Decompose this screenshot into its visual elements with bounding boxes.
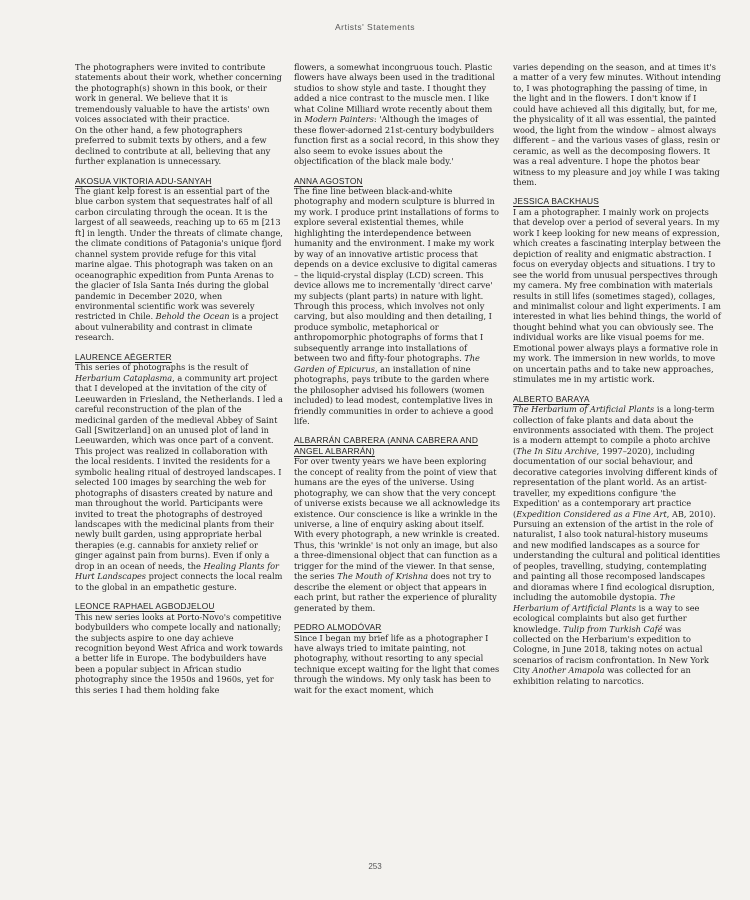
artist-statement: The fine line between black-and-white photography and modern sculpture is blurred in my work. I produce print installations of forms to explore several existential themes, while highlighting the interdependence between humanity and the environment. I make my work by way of an innovative artistic process that depends on a device exclusive to digital cameras – the liquid-crystal display (LCD) screen. This device allows me to incrementally 'direct carve' my subjects (plant parts) in nature with light. Through this process, which involves not only carving, but also moulding and then detailing, I produce symbolic, metaphorical or anthropomorphic photographs of forms that I subsequently arrange into installations of between two and fifty-four photographs. The Garden of Epicurus, an installation of nine photographs, pays tribute to the garden where the philosopher advised his followers (women included) to lead modest, contemplative lives in friendly communities in order to achieve a good life. (294, 185, 499, 426)
artist-name: LAURENCE AËGERTER (75, 351, 172, 362)
intro (75, 62, 283, 167)
artist-entry (513, 196, 721, 384)
artist-entry (294, 176, 502, 427)
column-3 (513, 62, 721, 686)
artist-entry (513, 394, 721, 687)
section-title: Artists' Statements (334, 22, 416, 32)
artist-statement: Since I began my brief life as a photographer I have always tried to imitate painting, not photography, without resorting to any special technique except waiting for the light that comes through the windows. My only task has been to wait for the exact moment, which (294, 632, 500, 695)
artist-name: PEDRO ALMODÓVAR (294, 622, 382, 633)
artist-statement: For over twenty years we have been exploring the concept of reality from the point of view that humans are the eyes of the universe. Using photography, we can show that the very concept of universe exists because we all acknowledge its existence. Our conscience is like a wrinkle in the universe, a line of enquiry asking about itself. With every photograph, a new wrinkle is created. Thus, this 'wrinkle' is not only an image, but also a three-dimensional object that can function as a trigger for the mind of the viewer. In that sense, the series The Mouth of Krishna does not try to describe the element or object that appears in each print, but rather the experience of plurality generated by them. (294, 456, 500, 613)
artist-entry (75, 601, 283, 695)
artist-statement-continued: flowers, a somewhat incongruous touch. Plastic flowers have always been used in the traditional studios to show style and taste. I thought they added a nice contrast to the muscle men. I like what Coline Milliard wrote recently about them in Modern Painters: 'Although the images of these flower-adorned 21st-century bodybuilders function first as a social record, in this show they also seem to evoke issues about the objectification of the black male body.' (294, 62, 500, 167)
column-1 (75, 62, 283, 695)
artist-statement: This series of photographs is the result of Herbarium Cataplasma, a community art project that I developed at the invitation of the city of Leeuwarden in Friesland, the Netherlands. I led a careful reconstruction of the plan of the medicinal garden of the medieval Abbey of Saint Gall [Switzerland] on an unused plot of land in Leeuwarden, which was once part of a convent. This project was realized in collaboration with the local residents. I invited the residents for a symbolic healing ritual of destroyed landscapes. I selected 100 images by searching the web for photographs of disasters created by nature and man throughout the world. Participants were invited to treat the photographs of destroyed landscapes with the medicinal plants from their newly built garden, using appropriate herbal therapies (e.g. cannabis for anxiety relief or ginger against pain from burns). Even if only a drop in an ocean of needs, the Healing Plants for Hurt Landscapes project connects the local realm to the global in an empathetic gesture. (75, 362, 283, 592)
artist-name: JESSICA BACKHAUS (513, 196, 600, 207)
artist-statement: I am a photographer. I mainly work on projects that develop over a period of several years. In my work I keep looking for new means of expression, which creates a fascinating interplay between the depiction of reality and enigmatic abstraction. I focus on everyday objects and situations. I try to see the world from unusual perspectives through my camera. My free combination with materials results in still lifes (sometimes staged), collages, and minimalist colour and light experiments. I am interested in what lies behind things, the world of thought behind what you can obviously see. The individual works are like visual poems for me. Emotional power always plays a formative role in my work. The immersion in new worlds, to move on uncertain paths and to take new approaches, stimulates me in my artistic work. (513, 206, 721, 385)
artist-entry (294, 622, 502, 695)
artist-statement-continued: varies depending on the season, and at times it's a matter of a very few minutes. Without intending to, I was photographing the passing of time, in the light and in the flowers. I don't know if I could have achieved all this digitally, but, for me, the physicality of it all was essential, the painted wood, the light from the window – almost always different – and the various vases of glass, resin or ceramic, as well as the decomposing flowers. It was a real adventure. I hope the photos bear witness to my pleasure and joy while I was taking them. (513, 62, 721, 187)
artist-statement: The giant kelp forest is an essential part of the blue carbon system that sequestrates half of all carbon circulating through the ocean. It is the largest of all seaweeds, reaching up to 65 m [213 ft] in length. Under the threats of climate change, the climate conditions of Patagonia's unique fjord channel system provide refuge for this vital marine algae. This photograph was taken on an oceanographic expedition from Punta Arenas to the glacier of Isla Santa Inés during the global pandemic in December 2020, when environmental scientific work was severely restricted in Chile. Behold the Ocean is a project about vulnerability and contrast in climate research. (75, 185, 283, 343)
intro-paragraph: On the other hand, a few photographers preferred to submit texts by others, and a few declined to contribute at all, believing that any further explanation is unnecessary. (75, 124, 271, 167)
artist-entry (75, 352, 283, 592)
artist-name: ANNA AGOSTON (294, 175, 363, 186)
artist-name: ALBARRÁN CABRERA (ANNA CABRERA AND ANGEL ALBARRÁN) (294, 435, 479, 456)
artist-statement: This new series looks at Porto-Novo's competitive bodybuilders who compete locally and nationally; the subjects aspire to one day achieve recognition beyond West Africa and work towards a better life in Europe. The bodybuilders have been a popular subject in African studio photography since the 1950s and 1960s, yet for this series I had them holding fake (75, 611, 283, 695)
column-2 (294, 62, 502, 695)
artist-name: ALBERTO BARAYA (513, 393, 590, 404)
artist-statement: The Herbarium of Artificial Plants is a long-term collection of fake plants and data about the environments associated with them. The project is a modern attempt to compile a photo archive (The In Situ Archive, 1997–2020), including documentation of our social behaviour, and decorative categories involving different kinds of representation of the plant world. As an artist-traveller, my expeditions configure 'the Expedition' as a contemporary art practice (Expedition Considered as a Fine Art, AB, 2010). Pursuing an extension of the artist in the role of naturalist, I also took natural-history museums and new modified landscapes as a source for understanding the cultural and political identities of peoples, travelling, studying, contemplating and painting all those recomposed landscapes and dioramas where I find ecological disruption, including the automobile dystopia. The Herbarium of Artificial Plants is a way to see ecological complaints but also get further knowledge. Tulip from Turkish Café was collected on the Herbarium's expedition to Cologne, in June 2018, taking notes on actual scenarios of racism confrontation. In New York City Another Amapola was collected for an exhibition relating to narcotics. (513, 404, 721, 686)
artist-entry (294, 435, 502, 613)
artist-name: AKOSUA VIKTORIA ADU-SANYAH (75, 175, 212, 186)
artist-name: LEONCE RAPHAEL AGBODJELOU (75, 601, 215, 612)
intro-paragraph: The photographers were invited to contribute statements about their work, whether concerning the photograph(s) shown in this book, or their work in general. We believe that it is tremendously valuable to have the artists' own voices associated with their practice. (75, 62, 282, 125)
artist-entry (75, 176, 283, 343)
page-number: 253 (368, 862, 382, 871)
